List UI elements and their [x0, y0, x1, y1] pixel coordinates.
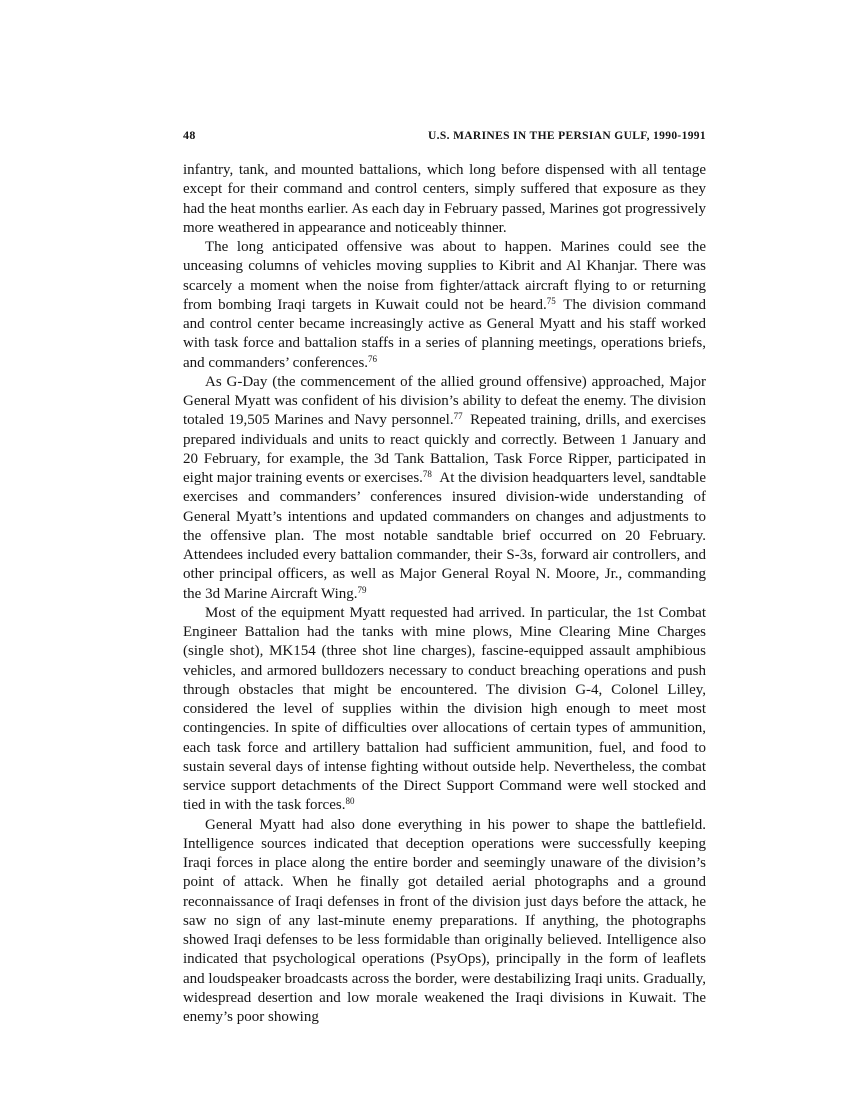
footnote-ref: 80: [345, 796, 355, 807]
paragraph-text: Most of the equipment Myatt requested had arrived. In particular, the 1st Combat Engineer Battalion had the tanks with mine plows, Mine Clearing Mine Charges (single shot), MK154 (three shot line charges), fascine-equipped assault amphibious vehicles, and armored bulldozers necessary to conduct breaching operations and push through obstacles that might be encountered. The division G-4, Colonel Lilley, considered the level of supplies within the division high enough to meet most contingencies. In spite of difficulties over allocations of certain types of ammunition, each task force and artillery battalion had sufficient ammunition, fuel, and food to sustain several days of intense fighting without outside help. Nevertheless, the combat service support detachments of the Direct Support Command were well stocked and tied in with the task forces.: [183, 604, 706, 814]
paragraph-text: Repeated training, drills, and exercises prepared individuals and units to react quickly and correctly. Between 1 January and 20 February, for example, the 3d Tank Battalion, Task Force Ripper, participated in eight major training events or exercises.: [183, 412, 707, 486]
paragraph-text: General Myatt had also done everything in his power to shape the battlefield. Intelligence sources indicated that deception operations were successfully keeping Iraqi forces in place along the entire border and seemingly unaware of the division’s point of attack. When he finally got detailed aerial photographs and a ground reconnaissance of Iraqi defenses in front of the division just days before the attack, he saw no sign of any last-minute enemy preparations. If anything, the photographs showed Iraqi defenses to be less formidable than originally believed. Intelligence also indicated that psychological operations (PsyOps), principally in the form of leaflets and loudspeaker broadcasts across the border, were destabilizing Iraqi units. Gradually, widespread desertion and low morale weakened the Iraqi divisions in Kuwait. The enemy’s poor showing: [183, 816, 706, 1025]
footnote-ref: 76: [368, 353, 378, 364]
paragraph-text: infantry, tank, and mounted battalions, which long before dispensed with all tentage except for their command and control centers, simply suffered that exposure as they had the heat months earlier. As each day in February passed, Marines got progressively more weathered in appearance and noticeably thinner.: [183, 162, 706, 236]
running-head: [183, 128, 706, 143]
paragraph: [183, 373, 706, 604]
footnote-ref: 79: [357, 584, 367, 595]
footnote-ref: 78: [422, 469, 432, 479]
paragraph-text: At the division headquarters level, sandtable exercises and commanders’ conferences insured division-wide understanding of General Myatt’s intentions and updated commanders on changes and adjustments to the offensive plan. The most notable sandtable brief occurred on 20 February. Attendees included every battalion commander, their S-3s, forward air controllers, and other principal officers, as well as Major General Royal N. Moore, Jr., commanding the 3d Marine Aircraft Wing.: [183, 470, 707, 602]
page-number: 48: [183, 128, 196, 142]
paragraph: [183, 816, 706, 1028]
paragraph: [183, 238, 706, 373]
paragraph-text: The long anticipated offensive was about to happen. Marines could see the unceasing columns of vehicles moving supplies to Kibrit and Al Khanjar. There was scarcely a moment when the noise from fighter/attack aircraft flying to or returning from bombing Iraqi targets in Kuwait could not be heard.: [183, 239, 706, 313]
page-body: [183, 161, 706, 1027]
footnote-ref: 77: [453, 411, 463, 422]
paragraph-text: The division command and control center became increasingly active as General Myatt and his staff worked with task force and battalion staffs in a series of planning meetings, operations briefs, and commanders’ conferences.: [183, 296, 706, 371]
paragraph: [183, 604, 706, 816]
footnote-ref: 75: [546, 295, 556, 306]
paragraph: [183, 161, 706, 238]
running-title: U.S. MARINES IN THE PERSIAN GULF, 1990-1991: [428, 130, 706, 142]
paragraph-text: As G-Day (the commencement of the allied ground offensive) approached, Major General Myatt was confident of his division’s ability to defeat the enemy. The division totaled 19,505 Marines and Navy personnel.: [183, 373, 706, 429]
